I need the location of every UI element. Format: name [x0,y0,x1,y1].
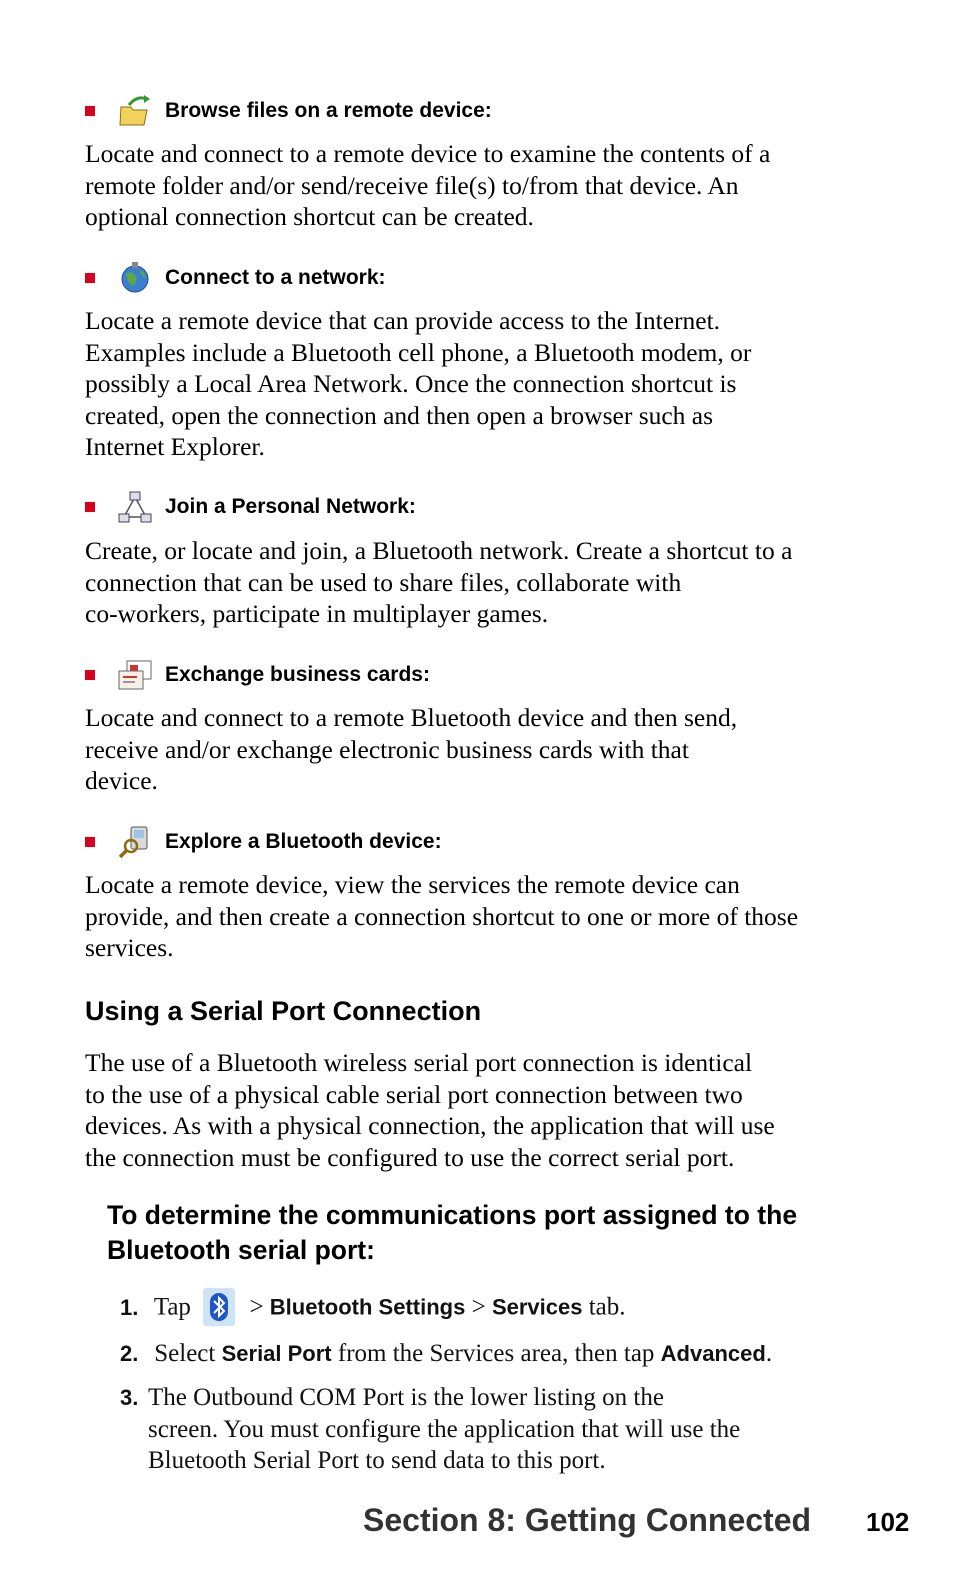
step-2 [120,1338,772,1370]
step-text: . [765,1340,773,1367]
explore-device-icon [117,824,153,860]
page-number: 102 [866,1507,910,1537]
section-paragraph [85,1047,875,1173]
personal-network-icon [117,489,153,525]
step-number: 2. [120,1341,139,1366]
step-3 [120,1382,740,1477]
serial-port-label: Serial Port [221,1341,332,1366]
text-line: Locate a remote device that can provide access to the Internet. [85,306,721,335]
bullet-browse-files [85,91,492,131]
bullet-exchange-cards [85,655,430,695]
bullet-heading: Explore a Bluetooth device: [165,830,442,853]
step-text: screen. You must configure the application that will use the [148,1415,741,1443]
bullet-square [85,670,95,680]
text-line: Internet Explorer. [85,432,265,461]
section-heading: Using a Serial Port Connection [85,996,482,1026]
bullet-square [85,273,95,283]
text-line: co-workers, participate in multiplayer games. [85,599,549,628]
business-card-icon [117,657,153,693]
section-footer: Section 8: Getting Connected [363,1502,812,1538]
step-1 [120,1290,626,1328]
step-text: Tap [153,1293,191,1321]
text-line: Locate and connect to a remote Bluetooth device and then send, [85,703,738,732]
step-text: Bluetooth Serial Port to send data to this port. [148,1447,606,1474]
step-text: from the Services area, then tap [337,1340,655,1367]
bullet-square [85,106,95,116]
step-number: 1. [120,1294,139,1320]
bullet-heading: Exchange business cards: [165,663,430,686]
text-line: Bluetooth serial port: [107,1235,375,1265]
bullet-heading: Connect to a network: [165,266,386,289]
text-line: created, open the connection and then open a browser such as [85,400,714,430]
procedure-heading [107,1198,887,1268]
text-line: Create, or locate and join, a Bluetooth network. Create a shortcut to a [85,536,793,565]
bullet-square [85,502,95,512]
bullet-description [85,305,875,463]
bluetooth-settings-label: Bluetooth Settings [269,1294,466,1320]
step-number: 3. [120,1385,139,1410]
text-line: To determine the communications port assigned to the [107,1200,798,1230]
text-line: receive and/or exchange electronic business cards with that [85,734,689,764]
bullet-explore-device [85,822,442,862]
text-line: connection that can be used to share files, collaborate with [85,567,682,597]
bullet-description [85,535,875,630]
text-line: remote folder and/or send/receive file(s) to/from that device. An [85,170,739,200]
bullet-description [85,138,875,233]
globe-network-icon [117,260,153,296]
text-line: Locate and connect to a remote device to examine the contents of a [85,139,771,168]
step-text: Select [154,1340,216,1367]
text-line: possibly a Local Area Network. Once the connection shortcut is [85,369,737,398]
text-line: devices. As with a physical connection, the application that will use [85,1111,775,1140]
services-label: Services [491,1294,583,1320]
text-line: optional connection shortcut can be created. [85,202,534,231]
text-line: device. [85,766,158,795]
step-separator: > [249,1293,264,1321]
step-separator: > [471,1293,486,1321]
bullet-description [85,869,875,964]
bluetooth-icon[interactable] [203,1288,235,1326]
bullet-heading: Join a Personal Network: [165,495,416,518]
text-line: the connection must be configured to use the correct serial port. [85,1142,735,1172]
bullet-join-network [85,487,416,527]
text-line: provide, and then create a connection shortcut to one or more of those [85,901,799,931]
text-line: The use of a Bluetooth wireless serial port connection is identical [85,1048,753,1077]
text-line: Examples include a Bluetooth cell phone, a Bluetooth modem, or [85,337,752,367]
bullet-heading: Browse files on a remote device: [165,99,492,122]
bullet-connect-network [85,258,386,298]
folder-transfer-icon [117,93,153,129]
text-line: services. [85,933,174,962]
text-line: Locate a remote device, view the services the remote device can [85,870,740,899]
bullet-description [85,702,875,797]
step-text: The Outbound COM Port is the lower listing on the [148,1384,664,1411]
advanced-label: Advanced [660,1341,766,1366]
step-text: tab. [588,1293,626,1321]
text-line: to the use of a physical cable serial port connection between two [85,1079,743,1109]
bullet-square [85,837,95,847]
